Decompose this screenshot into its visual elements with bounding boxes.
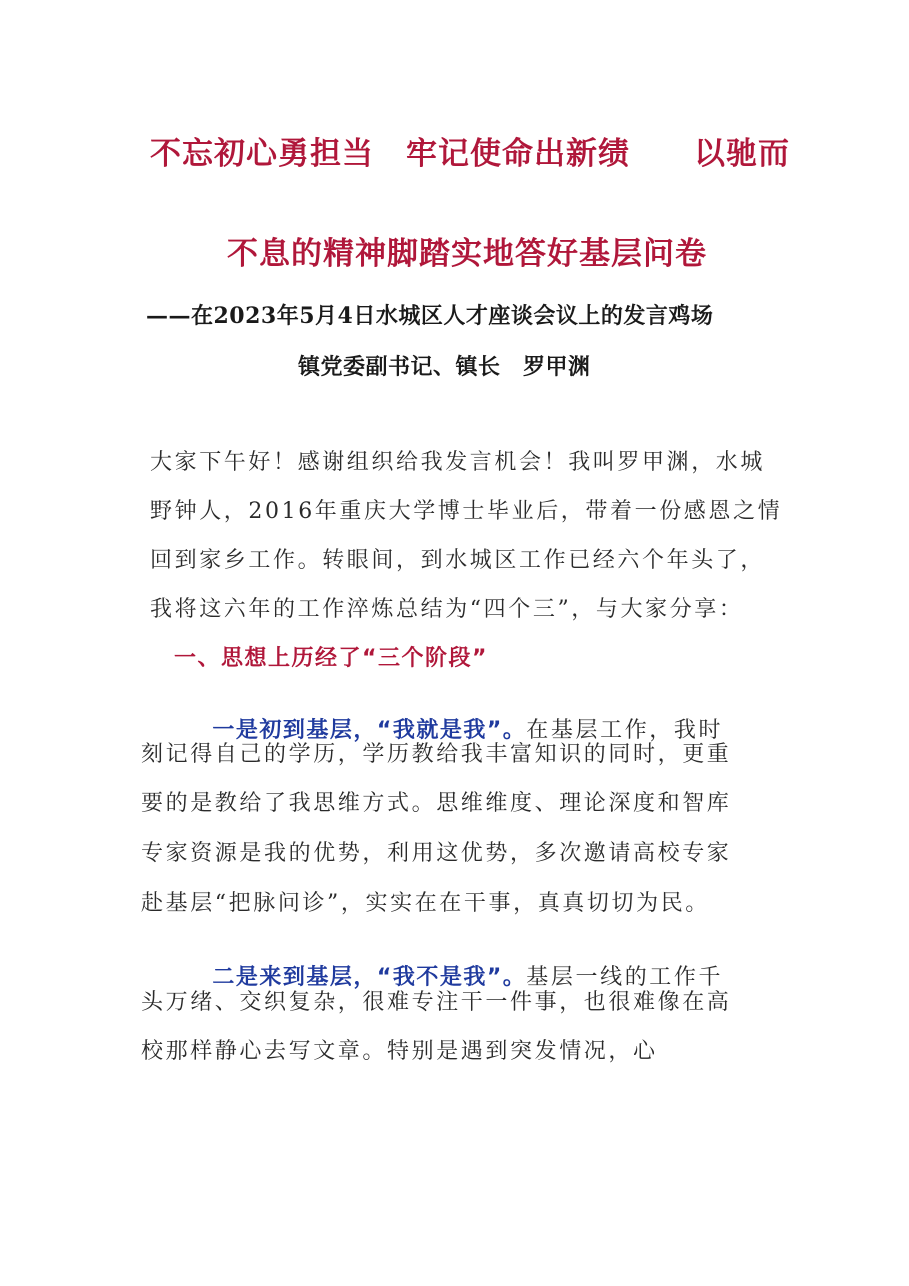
document-title-line-2: 不息的精神脚踏实地答好基层问卷 [227, 236, 707, 272]
paragraph-lead: 一是初到基层，“我就是我”。 [212, 718, 527, 743]
paragraph-line: 校那样静心去写文章。特别是遇到突发情况，心 [141, 1039, 658, 1064]
paragraph-line: 赴基层“把脉问诊”，实实在在干事，真真切切为民。 [141, 891, 710, 916]
document-subtitle-line-1: ——在2023年5月4日水城区人才座谈会议上的发言鸡场 [146, 303, 714, 329]
paragraph-text: 在基层工作，我时 [526, 718, 724, 743]
paragraph-lead: 二是来到基层，“我不是我”。 [212, 965, 527, 990]
intro-line: 大家下午好！感谢组织给我发言机会！我叫罗甲渊，水城 [150, 450, 766, 475]
paragraph-line: 刻记得自己的学历，学历教给我丰富知识的同时，更重 [141, 742, 732, 767]
intro-line: 回到家乡工作。转眼间，到水城区工作已经六个年头了， [150, 548, 766, 573]
paragraph-line: 头万绪、交织复杂，很难专注干一件事，也很难像在高 [141, 990, 732, 1015]
intro-line: 野钟人，2016年重庆大学博士毕业后，带着一份感恩之情 [150, 499, 783, 524]
intro-line: 我将这六年的工作淬炼总结为“四个三”，与大家分享： [150, 597, 744, 622]
paragraph-line: 专家资源是我的优势，利用这优势，多次邀请高校专家 [141, 841, 732, 866]
document-title-line-1: 不忘初心勇担当 牢记使命出新绩 以驰而 [150, 136, 790, 172]
document-subtitle-line-2: 镇党委副书记、镇长 罗甲渊 [298, 354, 591, 380]
section-heading: 一、思想上历经了“三个阶段” [174, 646, 488, 671]
paragraph-text: 基层一线的工作千 [526, 965, 724, 990]
paragraph-line: 要的是教给了我思维方式。思维维度、理论深度和智库 [141, 791, 732, 816]
